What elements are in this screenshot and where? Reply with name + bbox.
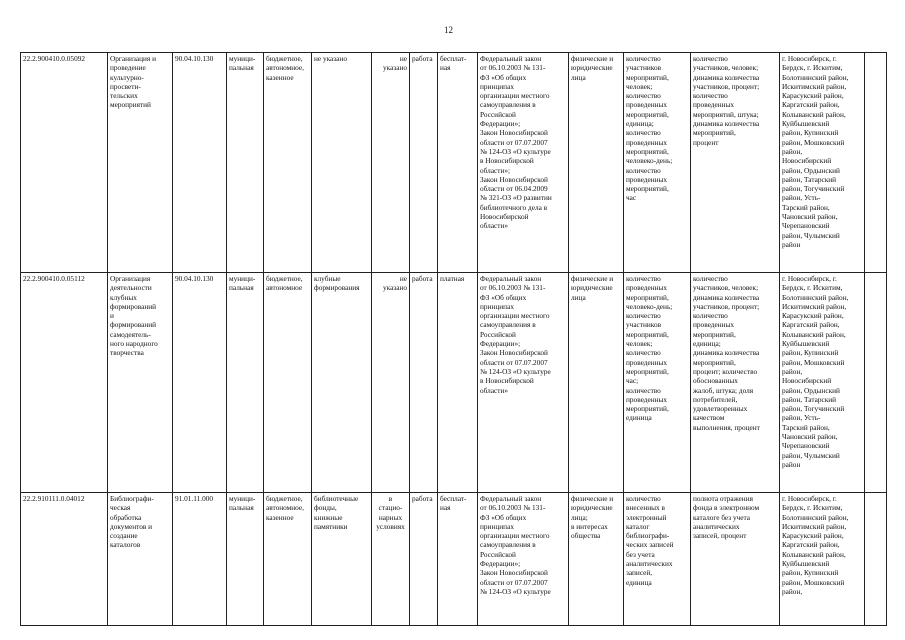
quality-indicators-cell: количество участников, человек; динамика количества участников, процент; количество проведенных мероприятий, штука; динамика количества мероприятий, процент — [691, 53, 780, 273]
level-cell: муници- пальная — [227, 493, 264, 626]
empty-cell — [865, 493, 887, 626]
kind-cell: работа — [410, 493, 438, 626]
level-cell: муници- пальная — [227, 273, 264, 493]
legal-basis-cell: Федеральный закон от 06.10.2003 № 131- ФЗ «Об общих принципах организации местного самоуправления в Российской Федерации»; Закон Новосибирской области от 07.07.2007 № 124-ОЗ «О культуре в Новосибирской области» — [478, 273, 569, 493]
registry-code-cell: 22.2.900410.0.05092 — [21, 53, 108, 273]
content-cell: клубные формирования — [312, 273, 372, 493]
conditions-cell: в стацио- нарных условиях — [372, 493, 410, 626]
institution-type-cell: бюджетное, автономное, казенное — [264, 493, 312, 626]
services-registry-table — [20, 52, 887, 626]
table-row — [21, 273, 887, 493]
conditions-cell: не указано — [372, 273, 410, 493]
payment-cell: платная — [438, 273, 478, 493]
content-cell: не указано — [312, 53, 372, 273]
territories-cell: г. Новосибирск, г. Бердск, г. Искитим, Болотнинский район, Искитимский район, Карасукский район, Каргатский район, Колыванский район, Куйбышевский район, Купинский район, Мошковский район, Новосибирский район, Ордынский район, Татарский район, Тогучинский район, Усть- Тарский район, Чановский район, Черепановский район, Чулымский район — [780, 53, 865, 273]
level-cell: муници- пальная — [227, 53, 264, 273]
quality-indicators-cell: количество участников, человек; динамика количества участников, процент; количество проведенных мероприятий, единица; динамика количества мероприятий, процент; количество обоснованных жалоб, штука; доля потребителей, удовлетворенных качеством выполнения, процент — [691, 273, 780, 493]
institution-type-cell: бюджетное, автономное — [264, 273, 312, 493]
volume-indicators-cell: количество участников мероприятий, человек; количество проведенных мероприятий, единица; количество проведенных мероприятий, человеко-день; количество проведенных мероприятий, час — [624, 53, 691, 273]
empty-cell — [865, 53, 887, 273]
table-row — [21, 53, 887, 273]
consumers-cell: физические и юридические лица — [569, 53, 624, 273]
volume-indicators-cell: количество проведенных мероприятий, человеко-день; количество участников мероприятий, человек; количество проведенных мероприятий, час; количество проведенных мероприятий, единица — [624, 273, 691, 493]
okved-code-cell: 90.04.10.130 — [173, 273, 227, 493]
legal-basis-cell: Федеральный закон от 06.10.2003 № 131- ФЗ «Об общих принципах организации местного самоуправления в Российской Федерации»; Закон Новосибирской области от 07.07.2007 № 124-ОЗ «О культуре в Новосибирской области»; Закон Новосибирской области от 06.04.2009 № 321-ОЗ «О развитии библиотечного дела в Новосибирской области» — [478, 53, 569, 273]
volume-indicators-cell: количество внесенных в электронный каталог библиографи- ческих записей без учета аналитических записей, единица — [624, 493, 691, 626]
page-number: 12 — [444, 25, 453, 35]
empty-cell — [865, 273, 887, 493]
content-cell: библиотечные фонды, книжные памятники — [312, 493, 372, 626]
payment-cell: бесплат- ная — [438, 493, 478, 626]
table-row — [21, 493, 887, 626]
kind-cell: работа — [410, 53, 438, 273]
registry-code-cell: 22.2.900410.0.05112 — [21, 273, 108, 493]
territories-cell: г. Новосибирск, г. Бердск, г. Искитим, Болотнинский район, Искитимский район, Карасукский район, Каргатский район, Колыванский район, Куйбышевский район, Купинский район, Мошковский район, Новосибирский район, Ордынский район, Татарский район, Тогучинский район, Усть- Тарский район, Чановский район, Черепановский район, Чулымский район — [780, 273, 865, 493]
consumers-cell: физические и юридические лица — [569, 273, 624, 493]
service-name-cell: Организация деятельности клубных формирований и формирований самодеятель- ного народного творчества — [108, 273, 173, 493]
service-name-cell: Библиографи- ческая обработка документов и создание каталогов — [108, 493, 173, 626]
conditions-cell: не указано — [372, 53, 410, 273]
registry-code-cell: 22.2.910111.0.04012 — [21, 493, 108, 626]
quality-indicators-cell: полнота отражения фонда в электронном каталоге без учета аналитических записей, процент — [691, 493, 780, 626]
okved-code-cell: 91.01.11.000 — [173, 493, 227, 626]
consumers-cell: физические и юридические лица; в интересах общества — [569, 493, 624, 626]
service-name-cell: Организация и проведение культурно- просвети- тельских мероприятий — [108, 53, 173, 273]
institution-type-cell: бюджетное, автономное, казенное — [264, 53, 312, 273]
okved-code-cell: 90.04.10.130 — [173, 53, 227, 273]
territories-cell: г. Новосибирск, г. Бердск, г. Искитим, Болотнинский район, Искитимский район, Карасукский район, Каргатский район, Колыванский район, Куйбышевский район, Купинский район, Мошковский район, — [780, 493, 865, 626]
payment-cell: бесплат- ная — [438, 53, 478, 273]
kind-cell: работа — [410, 273, 438, 493]
legal-basis-cell: Федеральный закон от 06.10.2003 № 131- ФЗ «Об общих принципах организации местного самоуправления в Российской Федерации»; Закон Новосибирской области от 07.07.2007 № 124-ОЗ «О культуре — [478, 493, 569, 626]
